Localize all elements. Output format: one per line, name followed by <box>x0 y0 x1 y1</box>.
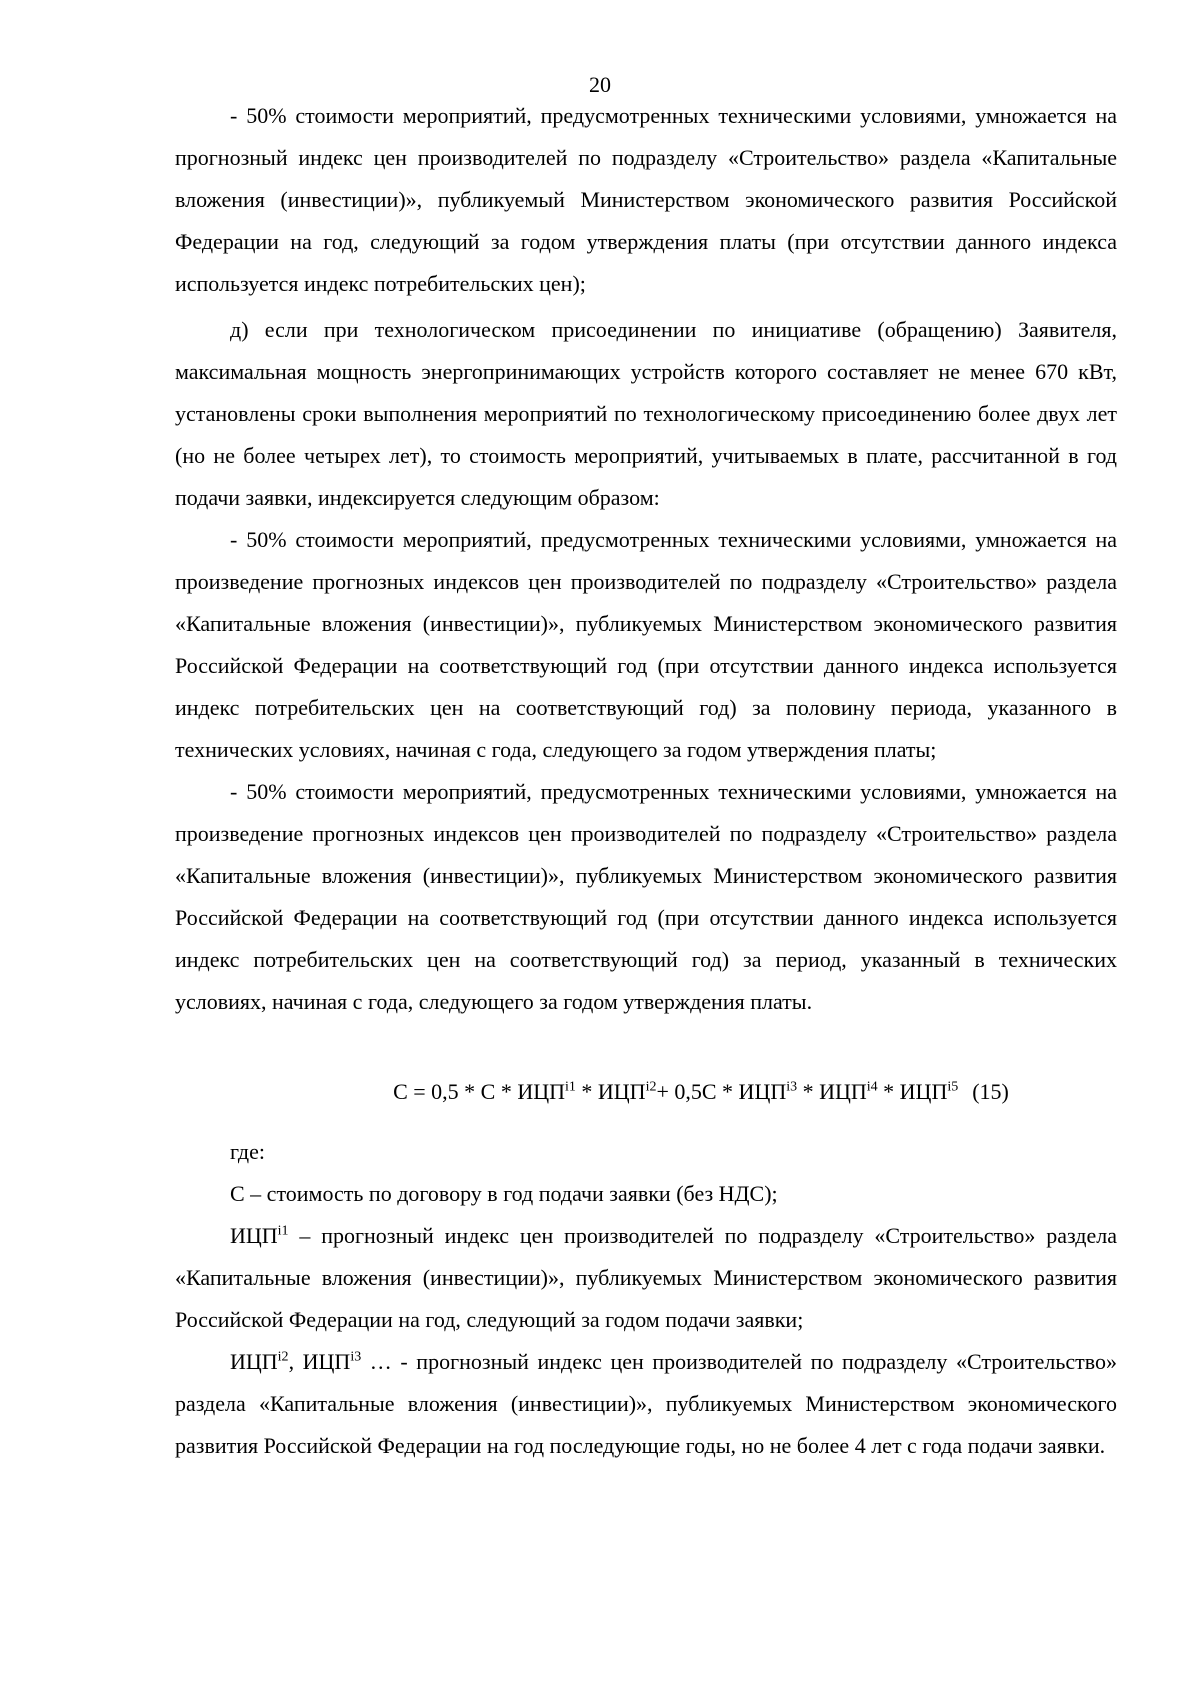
formula-part: * ИЦП <box>797 1079 867 1104</box>
document-body <box>175 95 1117 1467</box>
formula-superscript: i1 <box>565 1079 576 1095</box>
paragraph-indexation-1: - 50% стоимости мероприятий, предусмотренных техническими условиями, умножается на прогнозный индекс цен производителей по подразделу «Строительство» раздела «Капитальные вложения (инвестиции)», публикуемый Министерством экономического развития Российской Федерации на год, следующий за годом утверждения платы (при отсутствии данного индекса используется индекс потребительских цен); <box>175 103 1117 296</box>
paragraph-indexation-half-period: - 50% стоимости мероприятий, предусмотренных техническими условиями, умножается на произведение прогнозных индексов цен производителей по подразделу «Строительство» раздела «Капитальные вложения (инвестиции)», публикуемых Министерством экономического развития Российской Федерации на соответствующий год (при отсутствии данного индекса используется индекс потребительских цен на соответствующий год) за половину периода, указанного в технических условиях, начиная с года, следующего за годом утверждения платы; <box>175 527 1117 762</box>
formula-number: (15) <box>972 1079 1009 1104</box>
formula-superscript: i3 <box>786 1079 798 1095</box>
formula-superscript: i2 <box>645 1079 657 1095</box>
formula-superscript: i5 <box>947 1079 959 1095</box>
term: , ИЦП <box>288 1349 351 1374</box>
term: ИЦП <box>230 1349 278 1374</box>
definition-c: С – стоимость по договору в год подачи заявки (без НДС); <box>230 1181 778 1206</box>
where-label: где: <box>230 1139 265 1164</box>
formula-superscript: i4 <box>866 1079 878 1095</box>
term: ИЦП <box>230 1223 278 1248</box>
term-superscript: i1 <box>277 1223 289 1239</box>
formula-part: * ИЦП <box>877 1079 948 1104</box>
paragraph-indexation-full-period: - 50% стоимости мероприятий, предусмотренных техническими условиями, умножается на произведение прогнозных индексов цен производителей по подразделу «Строительство» раздела «Капитальные вложения (инвестиции)», публикуемых Министерством экономического развития Российской Федерации на соответствующий год (при отсутствии данного индекса используется индекс потребительских цен на соответствующий год) за период, указанный в технических условиях, начиная с года, следующего за годом утверждения платы. <box>175 779 1117 1014</box>
formula-part: * ИЦП <box>575 1079 646 1104</box>
definition-text: … - прогнозный индекс цен производителей по подразделу «Строительство» раздела «Капитальные вложения (инвестиции)», публикуемых Министерством экономического развития Российской Федерации на год последующие годы, но не более 4 лет с года подачи заявки. <box>175 1349 1117 1458</box>
formula-part: С = 0,5 * С * ИЦП <box>393 1079 566 1104</box>
definition-icp-i1 <box>175 1215 1117 1341</box>
formula-15 <box>175 1071 1117 1113</box>
page-number: 20 <box>589 72 611 97</box>
term-superscript: i2 <box>277 1349 289 1365</box>
formula-part: + 0,5С * ИЦП <box>656 1079 787 1104</box>
paragraph-item-d: д) если при технологическом присоединении по инициативе (обращению) Заявителя, максимальная мощность энергопринимающих устройств которого составляет не менее 670 кВт, установлены сроки выполнения мероприятий по технологическому присоединению более двух лет (но не более четырех лет), то стоимость мероприятий, учитываемых в плате, рассчитанной в год подачи заявки, индексируется следующим образом: <box>175 317 1117 510</box>
term-superscript: i3 <box>350 1349 362 1365</box>
definition-text: – прогнозный индекс цен производителей по подразделу «Строительство» раздела «Капитальные вложения (инвестиции)», публикуемых Министерством экономического развития Российской Федерации на год, следующий за годом подачи заявки; <box>175 1223 1117 1332</box>
definition-icp-i2-i3 <box>175 1341 1117 1467</box>
